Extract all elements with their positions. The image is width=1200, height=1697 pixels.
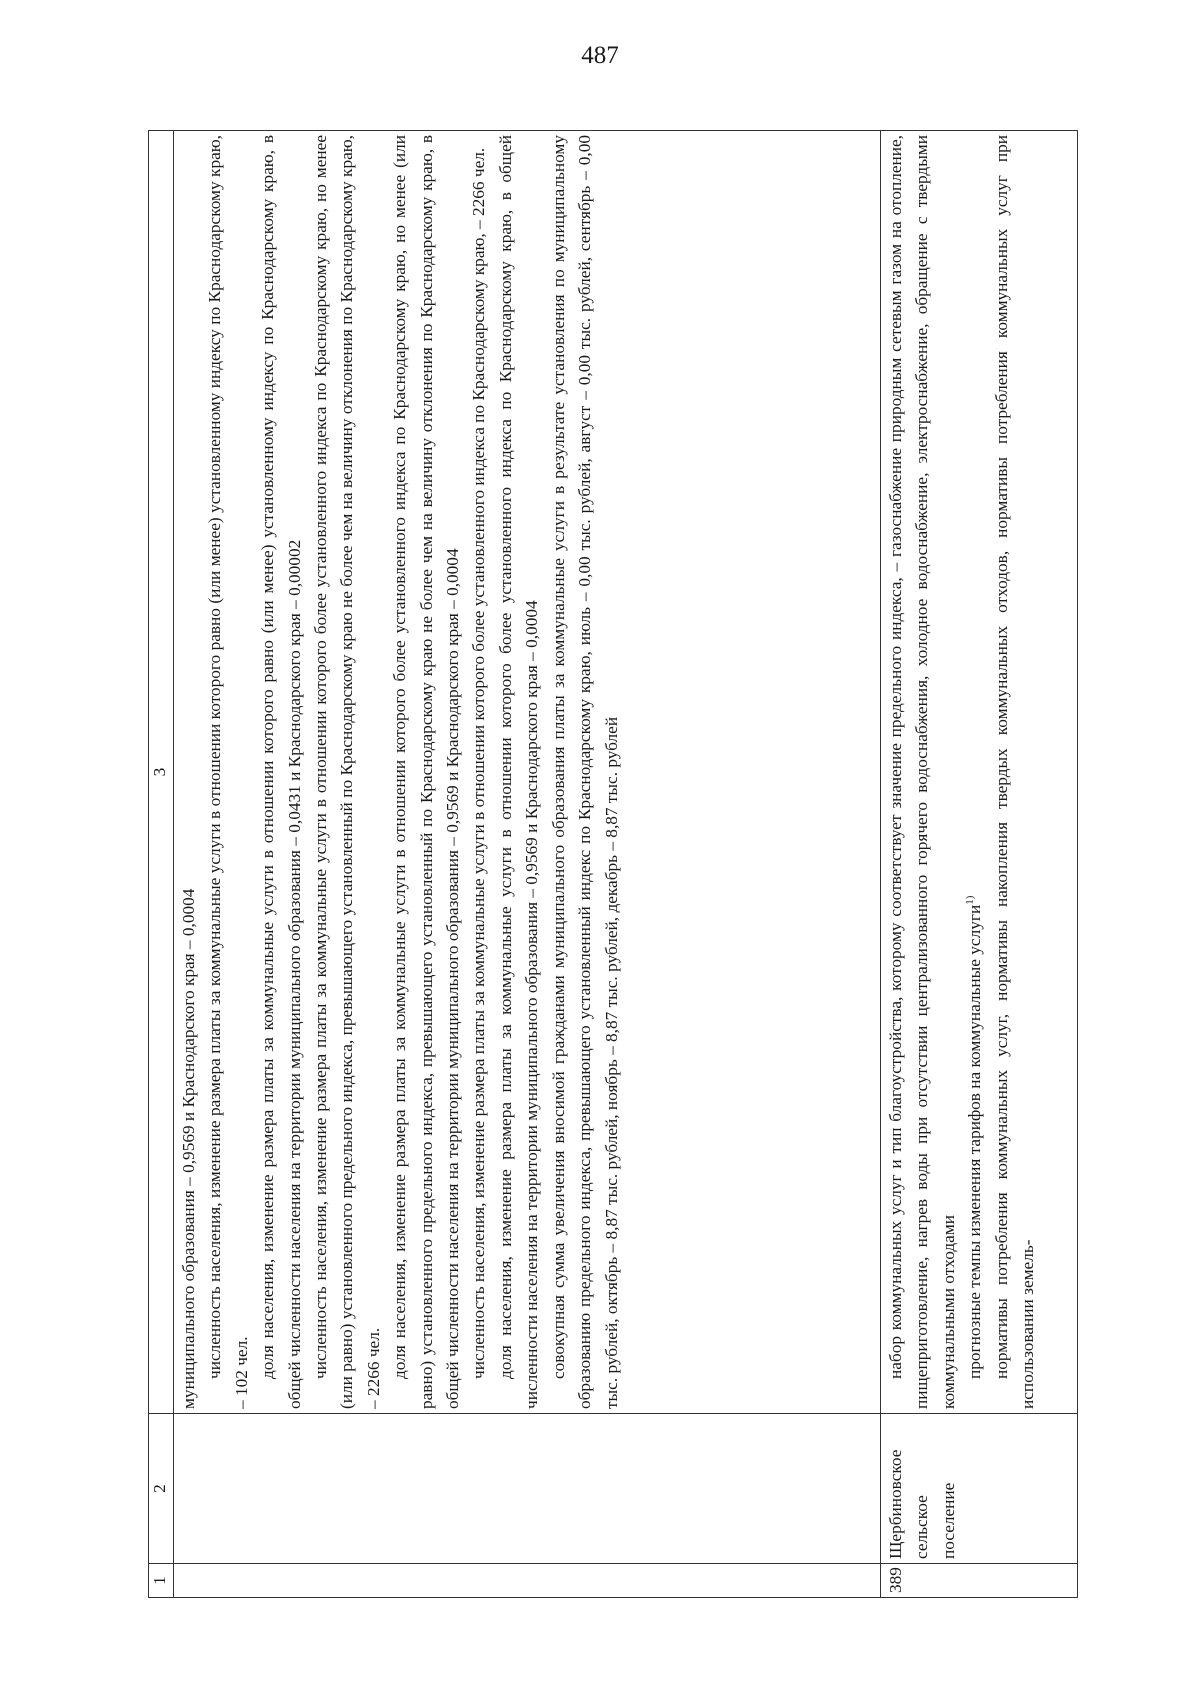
indicator-text [881,131,1078,1414]
data-table [148,130,1078,1598]
paragraph: муниципального образования – 0,9569 и Краснодарского края – 0,0004 [179,888,198,1409]
paragraph: численность населения, изменение размера платы за коммунальные услуги в отношении которого более установленного индекса по Краснодарскому краю, но менее (или равно) установленного предельного индекса, превышающего установленный по Краснодарскому краю не более чем на величину отклонения по Краснодарскому краю, – 2266 чел. [311,135,383,1409]
page-number: 487 [581,42,619,69]
footnote-mark: 1) [964,895,977,905]
paragraph: численность населения, изменение размера платы за коммунальные услуги в отношении которого равно (или менее) установленному индексу по Краснодарскому краю, – 102 чел. [205,135,251,1409]
table-row [174,131,881,1598]
header-col-1: 1 [149,1564,174,1598]
paragraph: доля населения, изменение размера платы за коммунальные услуги в отношении которого равно (или менее) установленному индексу по Краснодарскому краю, в общей численности населения на территории муниципального образования – 0,0431 и Краснодарского края – 0,00002 [258,135,304,1409]
paragraph: совокупная сумма увеличения вносимой гражданами муниципального образования платы за коммунальные услуги в результате установления по муниципальному образованию предельного индекса, превышающего установленный индекс по Краснодарскому краю, июль – 0,00 тыс. рублей, август – 0,00 тыс. рублей, сентябрь – 0,00 тыс. рублей, октябрь – 8,87 тыс. рублей, ноябрь – 8,87 тыс. рублей, декабрь – 8,87 тыс. рублей [548,135,621,1409]
paragraph: нормативы потребления коммунальных услуг, нормативы накопления твердых коммунальных отходов, нормативы потребления коммунальных услуг при использовании земель- [991,135,1038,1409]
paragraph: численность населения, изменение размера платы за коммунальные услуги в отношении которого более установленного индекса по Краснодарскому краю, – 2266 чел. [469,147,489,1379]
row-number [174,1564,881,1598]
paragraph: доля населения, изменение размера платы за коммунальные услуги в отношении которого более установленного индекса по Краснодарскому краю, в общей численности населения на территории муниципального образования – 0,9569 и Краснодарского края – 0,0004 [495,135,542,1409]
table-header-row [149,131,174,1598]
table-row [881,131,1078,1598]
header-col-3: 3 [149,131,174,1414]
paragraph [962,135,988,1409]
municipality-name [174,1414,881,1564]
paragraph: набор коммунальных услуг и тип благоустройства, которому соответствует значение предельного индекса, – газоснабжение природным сетевым газом на отопление, пищеприготовление, нагрев воды при отсутствии централизованного горячего водоснабжения, холодное водоснабжение, электроснабжение, обращение с твердыми коммунальными отходами [886,135,958,1409]
municipality-name: Щербиновское сельское поселение [881,1414,1078,1564]
header-col-2: 2 [149,1414,174,1564]
paragraph: доля населения, изменение размера платы за коммунальные услуги в отношении которого более установленного индекса по Краснодарскому краю, но менее (или равно) установленного предельного индекса, превышающего установленный по Краснодарскому краю не более чем на величину отклонения по Краснодарскому краю, в общей численности населения на территории муниципального образования – 0,9569 и Краснодарского края – 0,0004 [390,135,463,1409]
indicator-text [174,131,881,1414]
rotated-table-block [148,130,1078,1598]
row-number: 389 [881,1564,1078,1598]
paragraph-text: прогнозные темпы изменения тарифов на коммунальные услуги [965,904,985,1379]
